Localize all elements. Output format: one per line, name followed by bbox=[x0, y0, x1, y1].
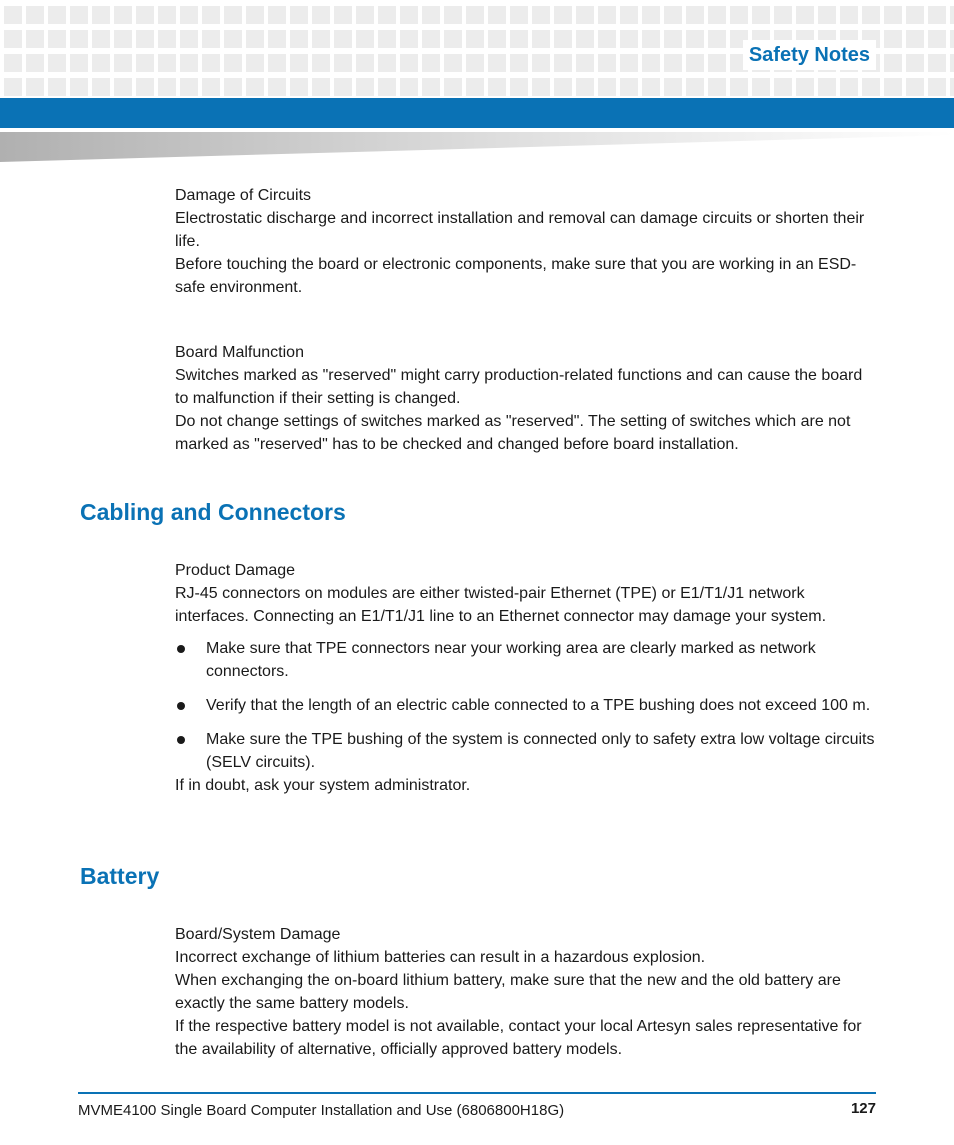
list-item-text: Make sure that TPE connectors near your working area are clearly marked as network connectors. bbox=[206, 640, 816, 680]
notice-title: Board/System Damage bbox=[175, 926, 341, 943]
notice-product-damage bbox=[175, 559, 875, 797]
list-item bbox=[175, 728, 875, 774]
footer-rule bbox=[78, 1092, 876, 1094]
footer-document-title: MVME4100 Single Board Computer Installation and Use (6806800H18G) bbox=[78, 1102, 565, 1119]
notice-text: Switches marked as "reserved" might carry production-related functions and can cause the board to malfunction if their setting is changed. bbox=[175, 367, 863, 407]
notice-text: Before touching the board or electronic components, make sure that you are working in an ESD-safe environment. bbox=[175, 256, 857, 296]
list-item-text: Verify that the length of an electric cable connected to a TPE bushing does not exceed 100 m. bbox=[206, 697, 871, 714]
section-heading-battery: Battery bbox=[80, 863, 160, 889]
notice-title: Board Malfunction bbox=[175, 344, 304, 361]
notice-text: Electrostatic discharge and incorrect installation and removal can damage circuits or shorten their life. bbox=[175, 210, 865, 250]
notice-board-malfunction bbox=[175, 341, 875, 456]
notice-board-system-damage bbox=[175, 923, 875, 1061]
notice-text: If in doubt, ask your system administrator. bbox=[175, 777, 471, 794]
list-item bbox=[175, 637, 875, 683]
notice-text: If the respective battery model is not available, contact your local Artesyn sales representative for the availability of alternative, officially approved battery models. bbox=[175, 1018, 862, 1058]
notice-text: RJ-45 connectors on modules are either twisted-pair Ethernet (TPE) or E1/T1/J1 network interfaces. Connecting an E1/T1/J1 line to an Ethernet connector may damage your system. bbox=[175, 585, 827, 625]
bullet-icon bbox=[177, 645, 185, 653]
notice-title: Product Damage bbox=[175, 562, 296, 579]
header-gray-band bbox=[0, 132, 954, 162]
list-item bbox=[175, 694, 875, 717]
notice-title: Damage of Circuits bbox=[175, 187, 312, 204]
page-header-title: Safety Notes bbox=[743, 40, 876, 70]
bullet-icon bbox=[177, 736, 185, 744]
notice-text: When exchanging the on-board lithium battery, make sure that the new and the old battery are exactly the same battery models. bbox=[175, 972, 841, 1012]
notice-text: Do not change settings of switches marked as "reserved". The setting of switches which are not marked as "reserved" has to be checked and changed before board installation. bbox=[175, 413, 851, 453]
notice-damage-of-circuits bbox=[175, 184, 875, 299]
header-blue-band bbox=[0, 98, 954, 128]
notice-text: Incorrect exchange of lithium batteries can result in a hazardous explosion. bbox=[175, 949, 706, 966]
bullet-list bbox=[175, 637, 875, 774]
footer-page-number: 127 bbox=[850, 1100, 876, 1117]
bullet-icon bbox=[177, 702, 185, 710]
section-heading-cabling: Cabling and Connectors bbox=[80, 499, 346, 525]
list-item-text: Make sure the TPE bushing of the system is connected only to safety extra low voltage circuits (SELV circuits). bbox=[206, 731, 875, 771]
